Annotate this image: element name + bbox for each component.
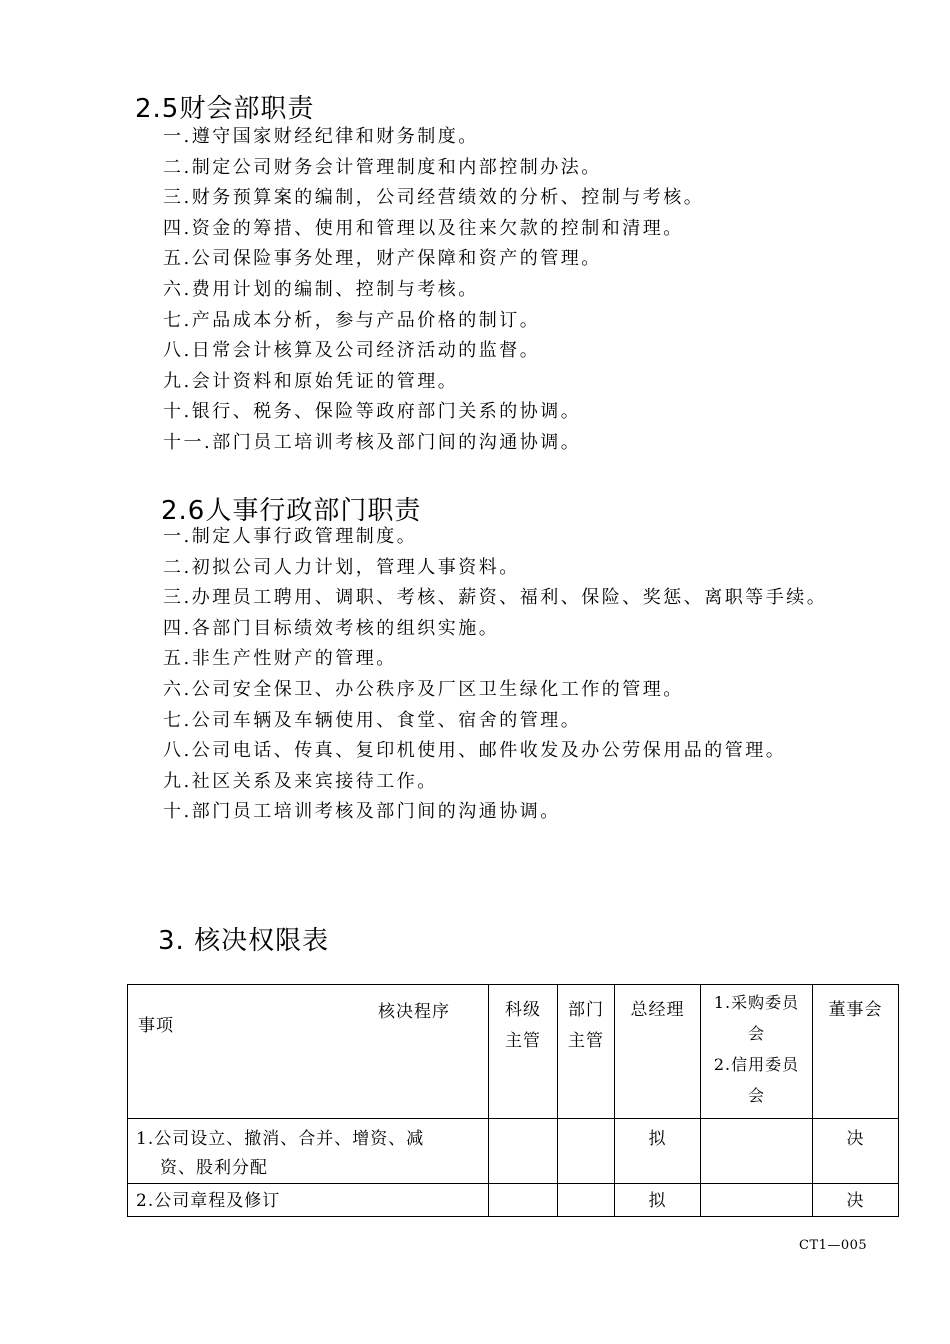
row-cell-general-manager: 拟	[615, 1184, 701, 1217]
finance-duties-list	[163, 122, 704, 459]
list-item: 八.日常会计核算及公司经济活动的监督。	[163, 340, 541, 362]
table-row	[128, 1119, 899, 1184]
document-code: CT1—005	[799, 1238, 868, 1253]
list-item: 二.初拟公司人力计划，管理人事资料。	[163, 556, 520, 578]
list-item: 七.产品成本分析，参与产品价格的制订。	[163, 309, 541, 331]
list-item: 十一.部门员工培训考核及部门间的沟通协调。	[163, 431, 582, 453]
header-department-supervisor: 部门 主管	[558, 985, 615, 1119]
list-item: 二.制定公司财务会计管理制度和内部控制办法。	[163, 156, 602, 178]
list-item: 十.银行、税务、保险等政府部门关系的协调。	[163, 401, 582, 423]
list-item: 四.各部门目标绩效考核的组织实施。	[163, 617, 500, 639]
row-cell-general-manager: 拟	[615, 1119, 701, 1184]
list-item: 六.费用计划的编制、控制与考核。	[163, 278, 479, 300]
header-committees: 1.采购委员 会 2.信用委员 会	[701, 985, 813, 1119]
hr-admin-duties-list	[163, 522, 827, 828]
row-item-cell: 2.公司章程及修订	[128, 1184, 489, 1217]
row-cell-committees	[701, 1119, 813, 1184]
header-item-process-cell	[128, 985, 489, 1119]
section-heading-finance: 2.5财会部职责	[135, 94, 315, 124]
row-cell-committees	[701, 1184, 813, 1217]
table-row	[128, 1184, 899, 1217]
row-cell-board: 决	[813, 1119, 899, 1184]
header-process-label: 核决程序	[378, 1002, 450, 1022]
header-board-of-directors: 董事会	[813, 985, 899, 1119]
list-item: 四.资金的筹措、使用和管理以及往来欠款的控制和清理。	[163, 217, 684, 239]
header-item-label: 事项	[138, 1016, 174, 1036]
row-cell-department-supervisor	[558, 1119, 615, 1184]
row-cell-section-supervisor	[489, 1119, 558, 1184]
list-item: 一.制定人事行政管理制度。	[163, 526, 418, 547]
list-item: 五.公司保险事务处理，财产保障和资产的管理。	[163, 248, 602, 270]
list-item: 三.财务预算案的编制，公司经营绩效的分析、控制与考核。	[163, 187, 705, 209]
list-item: 八.公司电话、传真、复印机使用、邮件收发及办公劳保用品的管理。	[163, 740, 787, 762]
list-item: 六.公司安全保卫、办公秩序及厂区卫生绿化工作的管理。	[163, 678, 684, 700]
list-item: 九.社区关系及来宾接待工作。	[163, 770, 438, 792]
row-cell-board: 决	[813, 1184, 899, 1217]
section-heading-hr-admin: 2.6人事行政部门职责	[161, 496, 422, 526]
list-item: 一.遵守国家财经纪律和财务制度。	[163, 126, 479, 147]
row-cell-section-supervisor	[489, 1184, 558, 1217]
header-general-manager: 总经理	[615, 985, 701, 1119]
list-item: 九.会计资料和原始凭证的管理。	[163, 370, 459, 392]
approval-authority-table	[127, 984, 899, 1217]
list-item: 五.非生产性财产的管理。	[163, 648, 397, 670]
row-cell-department-supervisor	[558, 1184, 615, 1217]
header-section-supervisor: 科级 主管	[489, 985, 558, 1119]
section-heading-approval-authority: 3. 核决权限表	[158, 926, 330, 956]
row-item-cell: 1.公司设立、撤消、合并、增资、减 资、股利分配	[128, 1119, 489, 1184]
list-item: 十.部门员工培训考核及部门间的沟通协调。	[163, 801, 561, 823]
list-item: 七.公司车辆及车辆使用、食堂、宿舍的管理。	[163, 709, 582, 731]
list-item: 三.办理员工聘用、调职、考核、薪资、福利、保险、奖惩、离职等手续。	[163, 587, 828, 609]
table-header-row	[128, 985, 899, 1119]
